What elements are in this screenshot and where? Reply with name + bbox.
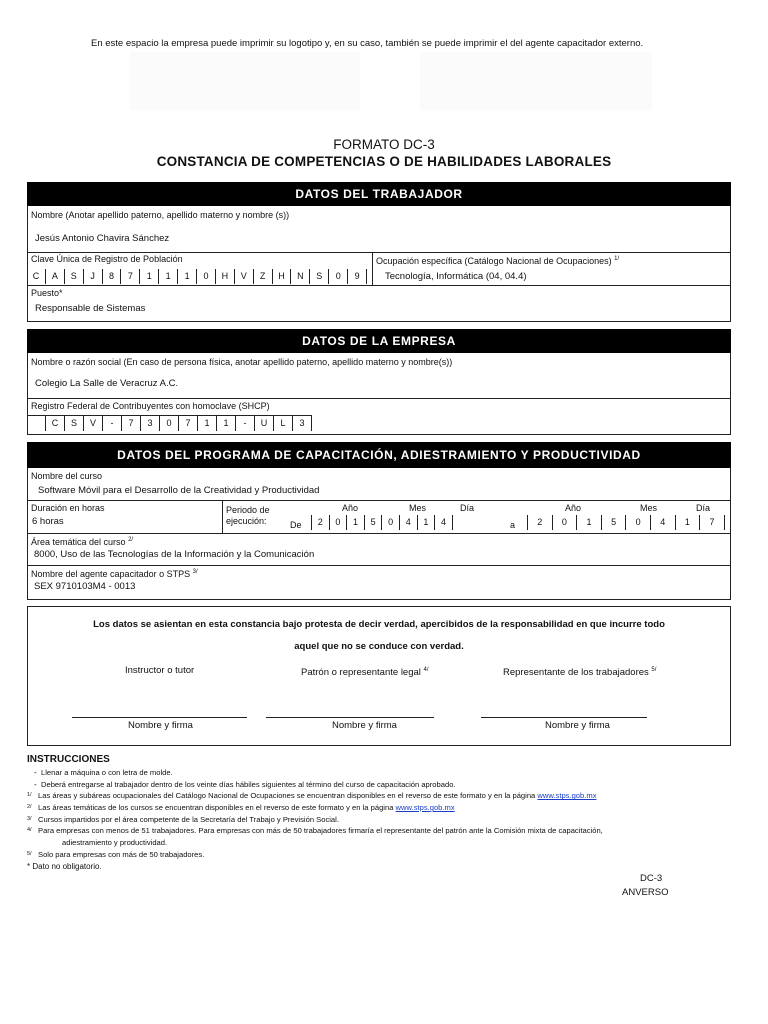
- instruccion-text: Llenar a máquina o con letra de molde.: [41, 768, 173, 777]
- anio-header-de: Año: [342, 503, 359, 513]
- logo-area-left: [130, 52, 360, 110]
- char-cell: J: [84, 269, 103, 284]
- char-cell: H: [273, 269, 292, 284]
- char-cell: 0: [160, 416, 179, 431]
- char-cell: 4: [651, 515, 676, 530]
- periodo-label: [226, 505, 270, 527]
- instruccion-item: [27, 790, 727, 802]
- area-value[interactable]: 8000, Uso de las Tecnologías de la Información y la Comunicación: [34, 549, 315, 560]
- char-cell: 0: [330, 515, 348, 530]
- instrucciones-title: INSTRUCCIONES: [27, 754, 110, 765]
- footnote-ref: 3/: [192, 569, 198, 575]
- periodo-label-line1: Periodo de: [226, 505, 270, 515]
- instruccion-mark: -: [34, 768, 37, 777]
- char-cell: V: [84, 416, 103, 431]
- char-cell: 7: [700, 515, 725, 530]
- char-cell: 1: [198, 416, 217, 431]
- char-cell: U: [255, 416, 274, 431]
- char-cell: 1: [140, 269, 159, 284]
- char-cell: A: [46, 269, 65, 284]
- puesto-value[interactable]: Responsable de Sistemas: [35, 303, 146, 314]
- footer-side: ANVERSO: [622, 887, 669, 898]
- char-cell: V: [235, 269, 254, 284]
- divider: [27, 285, 731, 286]
- char-cell: 0: [197, 269, 216, 284]
- footnote-ref: 4/: [423, 667, 429, 673]
- patron-label: Patrón o representante legal $^{4/}$: [301, 667, 429, 679]
- divider: [222, 500, 223, 533]
- instruccion-text: Cursos impartidos por el área competente de la Secretaría del Trabajo y Previsión Social.: [38, 814, 339, 824]
- divider: [372, 252, 373, 285]
- instruccion-mark: -: [34, 779, 37, 789]
- form-main-title: CONSTANCIA DE COMPETENCIAS O DE HABILIDADES LABORALES: [156, 154, 612, 169]
- footnote-ref: 2/: [128, 537, 134, 543]
- puesto-label: Puesto*: [31, 288, 63, 298]
- divider: [27, 252, 731, 253]
- instruccion-text: Las áreas temáticas de los cursos se encuentran disponibles en el reverso de este formato y en la página www.stps.gob.mx: [38, 803, 455, 813]
- mes-header-de: Mes: [409, 503, 427, 513]
- ocupacion-label: Ocupación específica (Catálogo Nacional de Ocupaciones) $^{1/}$: [376, 256, 620, 266]
- char-cell: 3: [141, 416, 160, 431]
- char-cell: 5: [365, 515, 383, 530]
- empresa-header: DATOS DE LA EMPRESA: [27, 329, 731, 353]
- ocupacion-value[interactable]: Tecnología, Informática (04, 04.4): [385, 271, 527, 282]
- char-cell: 1: [178, 269, 197, 284]
- agente-value[interactable]: SEX 9710103M4 - 0013: [34, 581, 136, 592]
- instruccion-text: Para empresas con menos de 51 trabajadores. Para empresas con más de 50 trabajadores firmaría el representante del patrón ante la Comisión mixta de capacitación,: [38, 826, 603, 836]
- agente-label: Nombre del agente capacitador o STPS $^{3/}$: [31, 569, 198, 579]
- instruccion-item: [27, 767, 727, 779]
- duracion-value[interactable]: 6 horas: [32, 516, 64, 527]
- curp-label: Clave Única de Registro de Población: [31, 254, 183, 264]
- mes-header-a: Mes: [640, 503, 658, 513]
- patron-signature-line[interactable]: [266, 717, 434, 718]
- representante-nombre-firma: Nombre y firma: [545, 720, 610, 731]
- char-cell: S: [65, 269, 84, 284]
- char-cell: -: [236, 416, 255, 431]
- char-cell: 1: [217, 416, 236, 431]
- instruccion-item: [27, 837, 727, 849]
- form-code-title: FORMATO DC-3: [333, 137, 435, 152]
- char-cell: 0: [553, 515, 578, 530]
- stps-link[interactable]: www.stps.gob.mx: [395, 803, 455, 813]
- rfc-label: Registro Federal de Contribuyentes con homoclave (SHCP): [31, 401, 270, 411]
- instruccion-item: [27, 779, 727, 791]
- char-cell: 7: [121, 269, 140, 284]
- periodo-label-line2: ejecución:: [226, 516, 267, 526]
- divider: [27, 500, 731, 501]
- instruccion-item: [27, 802, 727, 814]
- instruccion-item: [27, 849, 727, 861]
- curp-field[interactable]: [27, 269, 367, 284]
- char-cell: S: [65, 416, 84, 431]
- logo-area-right: [420, 52, 652, 110]
- empresa-nombre-value[interactable]: Colegio La Salle de Veracruz A.C.: [35, 378, 179, 389]
- instruccion-mark: 2/: [27, 804, 32, 811]
- char-cell: N: [291, 269, 310, 284]
- char-cell: S: [310, 269, 329, 284]
- area-label: Área temática del curso $^{2/}$: [31, 537, 134, 547]
- stps-link[interactable]: www.stps.gob.mx: [537, 791, 597, 801]
- char-cell: 7: [179, 416, 198, 431]
- instruccion-mark: 5/: [27, 850, 32, 857]
- declaracion: [27, 614, 731, 658]
- char-cell: C: [27, 269, 46, 284]
- char-cell: -: [103, 416, 122, 431]
- char-cell: 1: [676, 515, 701, 530]
- char-cell: Z: [254, 269, 273, 284]
- footer-code: DC-3: [640, 873, 663, 884]
- char-cell: 1: [347, 515, 365, 530]
- dia-header-a: Día: [696, 503, 711, 513]
- rfc-field[interactable]: [27, 415, 312, 431]
- char-cell: 1: [418, 515, 436, 530]
- char-cell: 7: [122, 416, 141, 431]
- char-cell: 1: [159, 269, 178, 284]
- instruccion-text: Las áreas y subáreas ocupacionales del Catálogo Nacional de Ocupaciones se encuentran disponibles en el reverso de este formato y en la página www.stps.gob.mx: [38, 791, 597, 801]
- char-cell: 2: [528, 515, 553, 530]
- fecha-fin-field[interactable]: [527, 515, 725, 530]
- fecha-inicio-field[interactable]: [311, 515, 453, 530]
- instruccion-text: Solo para empresas con más de 50 trabajadores.: [38, 849, 205, 859]
- instruccion-mark: 3/: [27, 815, 32, 822]
- a-label: a: [510, 520, 516, 530]
- form-title: [0, 137, 768, 170]
- duracion-label: Duración en horas: [31, 503, 105, 513]
- instructor-signature-line[interactable]: [72, 717, 247, 718]
- programa-header: DATOS DEL PROGRAMA DE CAPACITACIÓN, ADIESTRAMIENTO Y PRODUCTIVIDAD: [27, 442, 731, 468]
- footnote-ref: 1/: [614, 256, 620, 262]
- de-label: De: [290, 520, 302, 530]
- instruccion-item: [27, 825, 727, 837]
- patron-nombre-firma: Nombre y firma: [332, 720, 397, 731]
- dia-header-de: Día: [460, 503, 475, 513]
- representante-signature-line[interactable]: [481, 717, 647, 718]
- char-cell: 0: [329, 269, 348, 284]
- char-cell: 1: [577, 515, 602, 530]
- curso-label: Nombre del curso: [31, 471, 103, 481]
- char-cell: [27, 416, 46, 431]
- instruccion-text: Deberá entregarse al trabajador dentro de los veinte días hábiles siguientes al término del curso de capacitación aprobado.: [41, 779, 456, 789]
- declaracion-line1: Los datos se asientan en esta constancia bajo protesta de decir verdad, apercibidos de la responsabilidad en que incurre todo: [93, 619, 665, 630]
- curso-value[interactable]: Software Móvil para el Desarrollo de la Creatividad y Productividad: [38, 485, 320, 496]
- char-cell: 5: [602, 515, 627, 530]
- instruccion-item: [27, 814, 727, 826]
- instructor-label: Instructor o tutor: [125, 665, 195, 676]
- footnote-ref: 5/: [651, 667, 657, 673]
- dato-no-obligatorio-note: * Dato no obligatorio.: [27, 862, 102, 871]
- char-cell: 2: [312, 515, 330, 530]
- char-cell: L: [274, 416, 293, 431]
- divider: [27, 565, 731, 566]
- divider: [27, 533, 731, 534]
- instruccion-text: adiestramiento y productividad.: [62, 838, 168, 848]
- char-cell: C: [46, 416, 65, 431]
- char-cell: 0: [626, 515, 651, 530]
- logo-space-note: En este espacio la empresa puede imprimir su logotipo y, en su caso, también se puede imprimir el del agente capacitador externo.: [91, 38, 644, 49]
- instructor-nombre-firma: Nombre y firma: [128, 720, 193, 731]
- trabajador-header: DATOS DEL TRABAJADOR: [27, 182, 731, 206]
- empresa-nombre-label: Nombre o razón social (En caso de persona física, anotar apellido paterno, apellido materno y nombre(s)): [31, 357, 453, 367]
- char-cell: 8: [103, 269, 122, 284]
- char-cell: H: [216, 269, 235, 284]
- trabajador-nombre-label: Nombre (Anotar apellido paterno, apellido materno y nombre (s)): [31, 210, 290, 220]
- divider: [27, 398, 731, 399]
- declaracion-line2: aquel que no se conduce con verdad.: [294, 641, 464, 652]
- char-cell: 9: [348, 269, 367, 284]
- instruccion-mark: 1/: [27, 792, 32, 799]
- char-cell: 3: [293, 416, 312, 431]
- trabajador-nombre-value[interactable]: Jesús Antonio Chavira Sánchez: [35, 233, 170, 244]
- instruccion-mark: 4/: [27, 827, 32, 834]
- char-cell: 0: [382, 515, 400, 530]
- anio-header-a: Año: [565, 503, 582, 513]
- representante-label: Representante de los trabajadores $^{5/}$: [503, 667, 657, 679]
- instrucciones-list: [27, 767, 727, 861]
- char-cell: 4: [400, 515, 418, 530]
- char-cell: 4: [435, 515, 453, 530]
